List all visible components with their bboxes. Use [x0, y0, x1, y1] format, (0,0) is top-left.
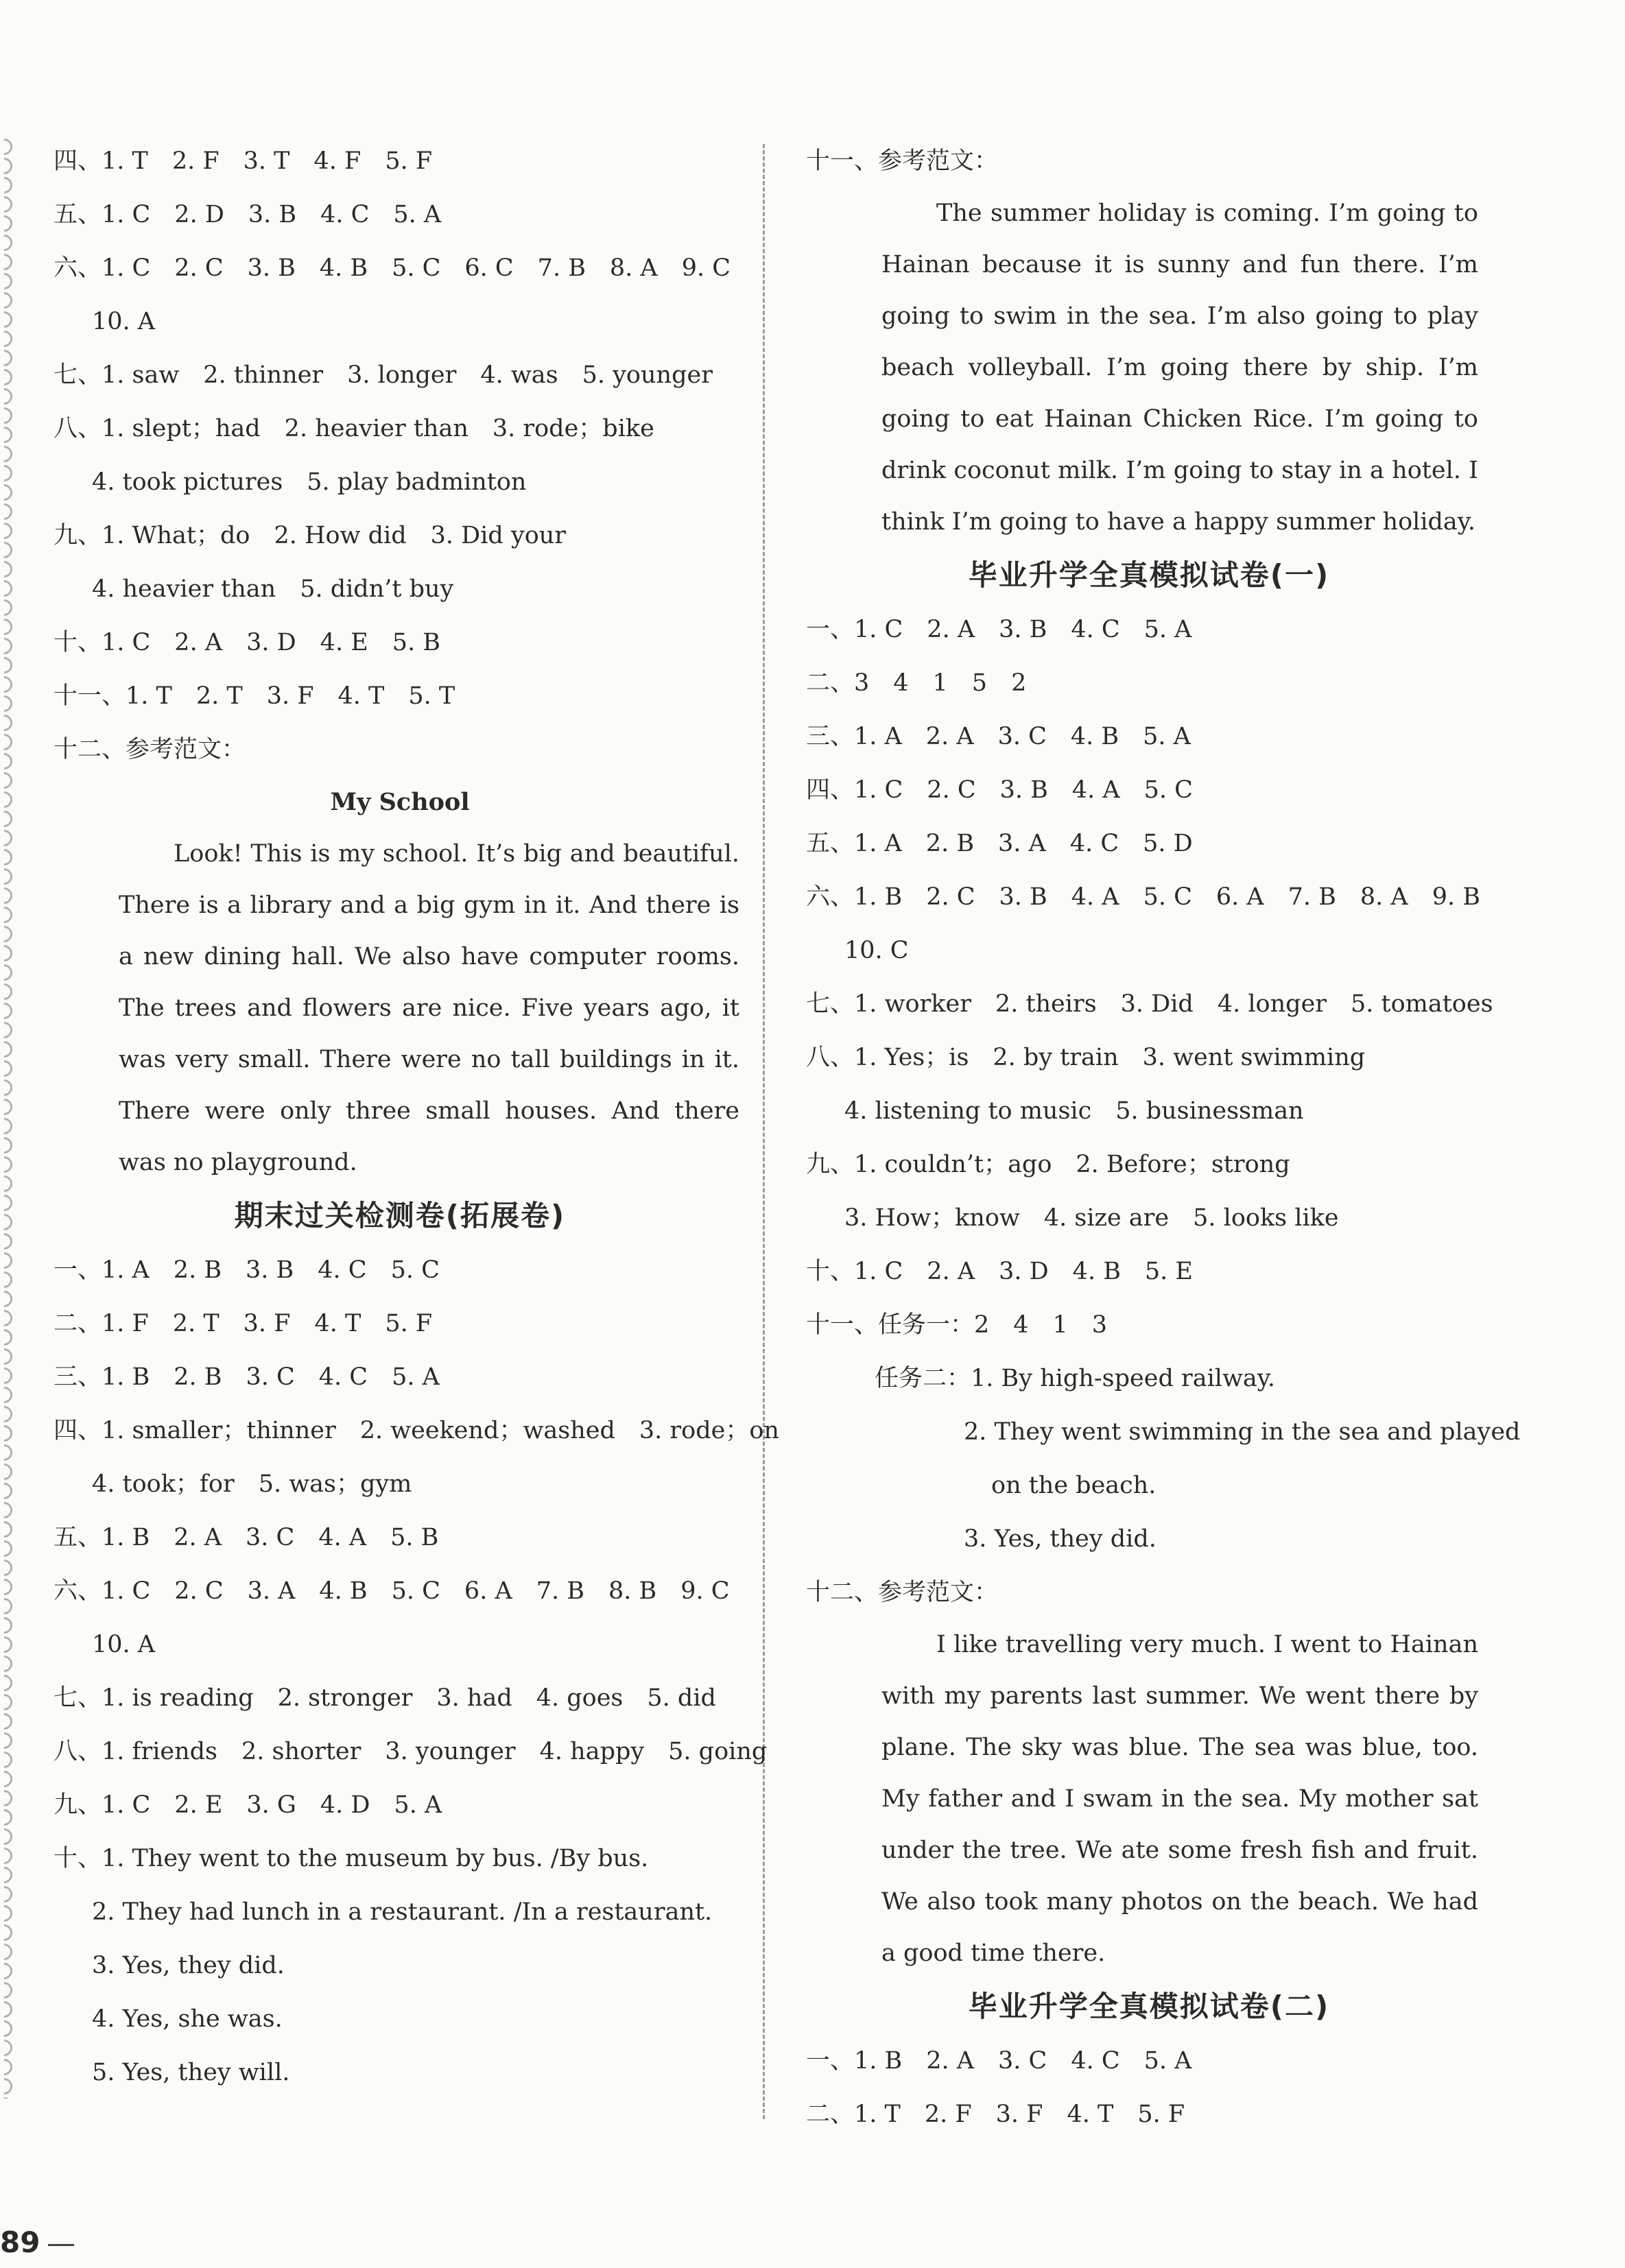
- answer-line: 三、1. A 2. A 3. C 4. B 5. A: [806, 723, 1191, 750]
- answer-line: 十、1. C 2. A 3. D 4. B 5. E: [806, 1258, 1193, 1285]
- answer-line: 二、1. T 2. F 3. F 4. T 5. F: [806, 2101, 1185, 2128]
- answer-line: 2. They had lunch in a restaurant. /In a restaurant.: [92, 1898, 713, 1926]
- answer-line: 四、1. C 2. C 3. B 4. A 5. C: [806, 776, 1193, 804]
- answer-line: 十一、参考范文：: [806, 147, 999, 175]
- answer-line: 四、1. smaller；thinner 2. weekend；washed 3. rode；on: [54, 1417, 779, 1444]
- answer-line: 六、1. C 2. C 3. A 4. B 5. C 6. A 7. B 8. B 9. C: [54, 1577, 730, 1605]
- answer-line: 九、1. C 2. E 3. G 4. D 5. A: [54, 1791, 442, 1819]
- answer-line: 4. took pictures 5. play badminton: [92, 468, 527, 496]
- answer-line: 四、1. T 2. F 3. T 4. F 5. F: [54, 147, 433, 175]
- answer-line: on the beach.: [991, 1472, 1157, 1499]
- essay-paragraph: The summer holiday is coming. I’m going to Hainan because it is sunny and fun there. I’m going to swim in the sea. I’m also going to play beach volleyball. I’m going there by ship. I’m going to eat Hainan Chicken Rice. I’m going to drink coconut milk. I’m going to stay in a hotel. I think I’m going to have a happy summer holiday.: [881, 200, 1478, 536]
- answer-line: 10. C: [844, 937, 909, 964]
- answer-line: 一、1. B 2. A 3. C 4. C 5. A: [806, 2047, 1192, 2075]
- answer-line: 3. Yes, they did.: [92, 1952, 285, 1979]
- answer-line: 六、1. B 2. C 3. B 4. A 5. C 6. A 7. B 8. A 9. B: [806, 883, 1480, 911]
- answer-line: 八、1. Yes；is 2. by train 3. went swimming: [806, 1044, 1366, 1071]
- answer-line: 一、1. C 2. A 3. B 4. C 5. A: [806, 616, 1192, 643]
- page-number-dash: [48, 2244, 74, 2246]
- answer-line: 五、1. A 2. B 3. A 4. C 5. D: [806, 830, 1193, 857]
- answer-line: 一、1. A 2. B 3. B 4. C 5. C: [54, 1256, 440, 1284]
- answer-line: 十、1. They went to the museum by bus. /By bus.: [54, 1845, 649, 1872]
- answer-line: 九、1. couldn’t；ago 2. Before；strong: [806, 1151, 1290, 1178]
- left-column: [54, 134, 779, 2099]
- answer-line: 10. A: [92, 1631, 156, 1658]
- answer-line: 10. A: [92, 308, 156, 335]
- answer-line: 五、1. C 2. D 3. B 4. C 5. A: [54, 201, 442, 228]
- answer-line: 七、1. worker 2. theirs 3. Did 4. longer 5. tomatoes: [806, 990, 1493, 1018]
- page-number: 89: [0, 2225, 40, 2259]
- answer-line: 3. Yes, they did.: [964, 1525, 1157, 1553]
- answer-line: 5. Yes, they will.: [92, 2059, 290, 2086]
- answer-line: 4. Yes, she was.: [92, 2005, 283, 2033]
- answer-line: 十、1. C 2. A 3. D 4. E 5. B: [54, 629, 440, 656]
- answer-line: 4. listening to music 5. businessman: [844, 1097, 1304, 1125]
- answer-line: 4. heavier than 5. didn’t buy: [92, 575, 454, 603]
- column-divider: [763, 144, 765, 2119]
- answer-line: 十二、参考范文：: [54, 736, 246, 763]
- answer-line: 十一、任务一：2 4 1 3: [806, 1311, 1108, 1339]
- answer-line: 七、1. is reading 2. stronger 3. had 4. goes 5. did: [54, 1684, 716, 1712]
- answer-line: 二、1. F 2. T 3. F 4. T 5. F: [54, 1310, 433, 1337]
- answer-line: 八、1. friends 2. shorter 3. younger 4. happy 5. going: [54, 1738, 768, 1765]
- essay-paragraph: I like travelling very much. I went to Hainan with my parents last summer. We went there by plane. The sky was blue. The sea was blue, too. My father and I swam in the sea. My mother sat under the tree. We ate some fresh fish and fruit. We also took many photos on the beach. We had a good time there.: [881, 1631, 1478, 1967]
- right-column: [806, 134, 1521, 2141]
- essay-paragraph: Look! This is my school. It’s big and beautiful. There is a library and a big gym in it. And there is a new dining hall. We also have computer rooms. The trees and flowers are nice. Five years ago, it was very small. There were no tall buildings in it. There were only three small houses. And there was no playground.: [119, 840, 739, 1176]
- answer-line: 九、1. What；do 2. How did 3. Did your: [54, 522, 567, 549]
- section-heading: 期末过关检测卷(拓展卷): [234, 1199, 566, 1232]
- answer-line: 任务二：1. By high-speed railway.: [875, 1365, 1276, 1392]
- answer-line: 六、1. C 2. C 3. B 4. B 5. C 6. C 7. B 8. A 9. C: [54, 254, 731, 282]
- answer-line: 二、3 4 1 5 2: [806, 669, 1027, 697]
- answer-line: 2. They went swimming in the sea and played: [964, 1418, 1521, 1446]
- essay-title: My School: [330, 788, 470, 816]
- answer-line: 七、1. saw 2. thinner 3. longer 4. was 5. younger: [54, 361, 713, 389]
- answer-line: 十二、参考范文：: [806, 1579, 999, 1606]
- answer-line: 八、1. slept；had 2. heavier than 3. rode；bike: [54, 415, 654, 442]
- answer-line: 十一、1. T 2. T 3. F 4. T 5. T: [54, 682, 455, 710]
- answer-line: 五、1. B 2. A 3. C 4. A 5. B: [54, 1524, 439, 1551]
- section-heading: 毕业升学全真模拟试卷(二): [968, 1990, 1330, 2023]
- binding-edge-decoration: [4, 137, 19, 2099]
- section-heading: 毕业升学全真模拟试卷(一): [968, 558, 1330, 592]
- answer-line: 3. How；know 4. size are 5. looks like: [844, 1204, 1339, 1232]
- answer-line: 三、1. B 2. B 3. C 4. C 5. A: [54, 1363, 440, 1391]
- answer-line: 4. took；for 5. was；gym: [92, 1470, 412, 1498]
